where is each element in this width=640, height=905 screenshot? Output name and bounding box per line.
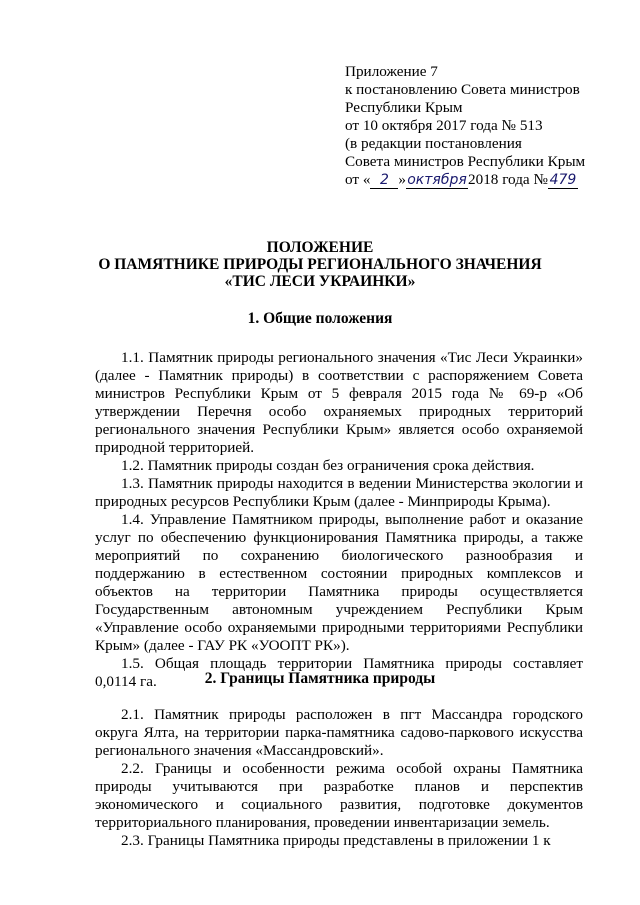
title-line: О ПАМЯТНИКЕ ПРИРОДЫ РЕГИОНАЛЬНОГО ЗНАЧЕНИЯ (98, 256, 542, 273)
handwritten-month: октября (407, 172, 467, 188)
paragraph-2-3: 2.3. Границы Памятника природы представлены в приложении 1 к (121, 832, 551, 849)
paragraph-1-5: 1.5. Общая площадь территории Памятника природы составляет 0,0114 га. (95, 655, 583, 690)
annex-line: к постановлению Совета министров (345, 81, 580, 98)
document-title (0, 239, 640, 290)
title-line: ПОЛОЖЕНИЕ (266, 239, 374, 256)
handwritten-day: 2 (370, 173, 398, 189)
annex-date-year: 2018 года № (468, 171, 548, 188)
annex-line: Совета министров Республики Крым (345, 153, 586, 170)
paragraph-1-2: 1.2. Памятник природы создан без ограничения срока действия. (121, 457, 535, 474)
annex-line: (в редакции постановления (345, 135, 522, 152)
paragraph-1-3: 1.3. Памятник природы находится в ведении Министерства экологии и природных ресурсов Республики Крым (далее - Минприроды Крыма). (95, 475, 583, 510)
section-1-body (95, 349, 583, 691)
paragraph-2-1: 2.1. Памятник природы расположен в пгт Массандра городского округа Ялта, на территории парка-памятника садово-паркового искусства регионального значения «Массандровский». (95, 706, 583, 759)
paragraph-1-1: 1.1. Памятник природы регионального значения «Тис Леси Украинки» (далее - Памятник природы) в соответствии с распоряжением Совета министров Республики Крым от 5 февраля 2015 года № 69-р «Об утверждении Перечня особо охраняемых природных территорий регионального значения Республики Крым» является особо охраняемой природной территорией. (95, 349, 583, 456)
section-2-body (95, 706, 583, 850)
annex-line: от 10 октября 2017 года № 513 (345, 117, 543, 134)
annex-date-prefix: от « (345, 171, 371, 188)
section-1-heading: 1. Общие положения (247, 310, 393, 327)
section-2-heading: 2. Границы Памятника природы (204, 670, 436, 687)
annex-date-mid: » (398, 171, 407, 188)
paragraph-1-4: 1.4. Управление Памятником природы, выполнение работ и оказание услуг по обеспечению функционирования Памятника природы, а также мероприятий по сохранению биологического разнообразия и поддержанию в естественном состоянии природных комплексов и объектов на территории Памятника природы осуществляется Государственным автономным учреждением Республики Крым «Управление особо охраняемыми природными территориями Республики Крым» (далее - ГАУ РК «УООПТ РК»). (95, 511, 583, 654)
handwritten-number: 479 (549, 172, 577, 188)
annex-header (345, 63, 605, 189)
title-line: «ТИС ЛЕСИ УКРАИНКИ» (224, 273, 416, 290)
annex-line: Республики Крым (345, 99, 463, 116)
annex-date-line (345, 171, 605, 189)
paragraph-2-2: 2.2. Границы и особенности режима особой охраны Памятника природы учитываются при разработке планов и перспектив экономического и социального развития, подготовке документов территориального планирования, проведении инвентаризации земель. (95, 760, 583, 831)
annex-line: Приложение 7 (345, 63, 438, 80)
